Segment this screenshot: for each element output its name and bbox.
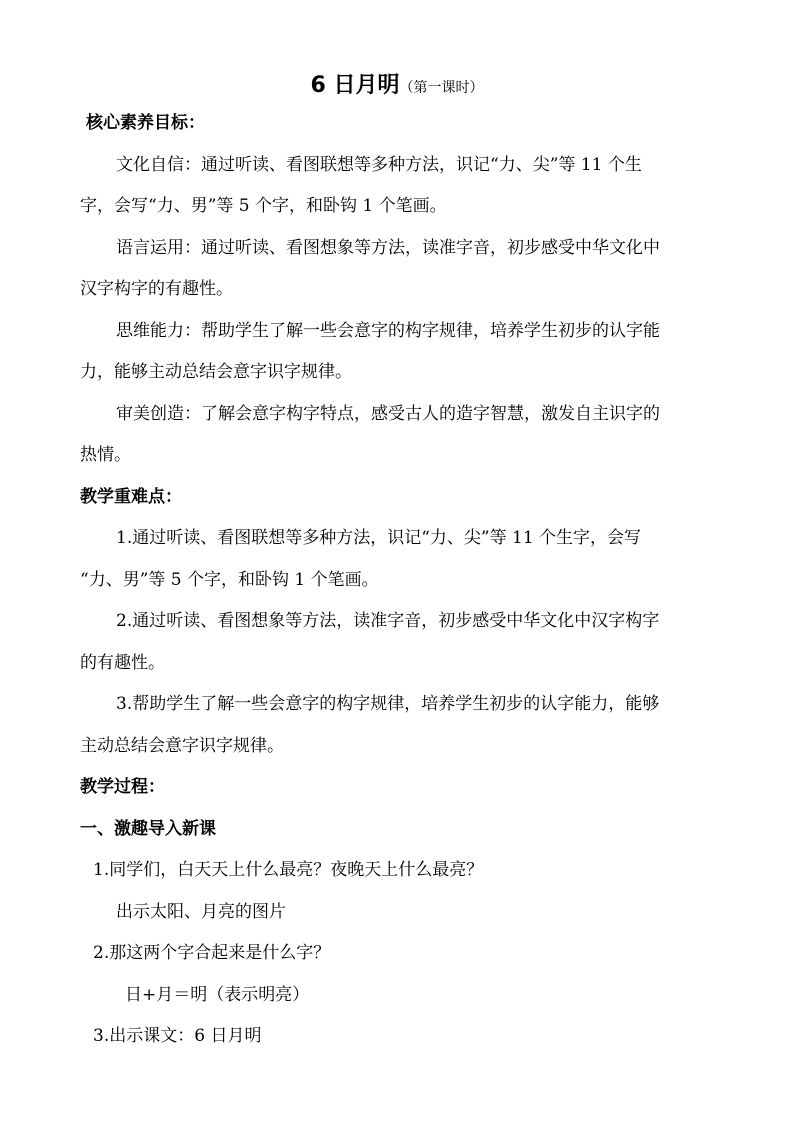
key-item-2-line2: 的有趣性。 bbox=[80, 653, 165, 673]
process-heading: 教学过程： bbox=[80, 777, 165, 797]
key-item-2-line1: 2.通过听读、看图想象等方法，读准字音，初步感受中华文化中汉字构字 bbox=[116, 611, 660, 631]
step-1-note: 出示太阳、月亮的图片 bbox=[116, 902, 286, 922]
title-main: 6 日月明 bbox=[310, 73, 400, 98]
core-aesthetic-line2: 热情。 bbox=[80, 445, 131, 465]
core-thinking-line1: 思维能力：帮助学生了解一些会意字的构字规律，培养学生初步的认字能 bbox=[116, 321, 660, 341]
step-2: 2.那这两个字合起来是什么字？ bbox=[93, 943, 331, 963]
core-aesthetic-line1: 审美创造：了解会意字构字特点，感受古人的造字智慧，激发自主识字的 bbox=[116, 404, 660, 424]
step-3: 3.出示课文：6 日月明 bbox=[93, 1026, 262, 1046]
core-language-line2: 汉字构字的有趣性。 bbox=[80, 279, 233, 299]
core-heading: 核心素养目标： bbox=[86, 113, 205, 133]
key-item-3-line2: 主动总结会意字识字规律。 bbox=[80, 736, 284, 756]
core-culture-line2: 字，会写“力、男”等 5 个字，和卧钩 1 个笔画。 bbox=[80, 196, 447, 216]
title-sub: （第一课时） bbox=[399, 80, 484, 96]
key-item-1-line1: 1.通过听读、看图联想等多种方法，识记“力、尖”等 11 个生字，会写 bbox=[116, 528, 642, 548]
core-thinking-line2: 力，能够主动总结会意字识字规律。 bbox=[80, 362, 352, 382]
page-title bbox=[0, 68, 794, 99]
step-1: 1.同学们，白天天上什么最亮？夜晚天上什么最亮？ bbox=[93, 860, 484, 880]
key-item-3-line1: 3.帮助学生了解一些会意字的构字规律，培养学生初步的认字能力，能够 bbox=[116, 694, 660, 714]
key-item-1-line2: “力、男”等 5 个字，和卧钩 1 个笔画。 bbox=[80, 570, 379, 590]
core-culture-line1: 文化自信：通过听读、看图联想等多种方法，识记“力、尖”等 11 个生 bbox=[116, 155, 642, 175]
key-heading: 教学重难点： bbox=[80, 487, 182, 507]
section1-heading: 一、激趣导入新课 bbox=[80, 819, 216, 839]
core-language-line1: 语言运用：通过听读、看图想象等方法，读准字音，初步感受中华文化中 bbox=[116, 238, 660, 258]
step-2-formula: 日+月＝明（表示明亮） bbox=[125, 985, 310, 1005]
